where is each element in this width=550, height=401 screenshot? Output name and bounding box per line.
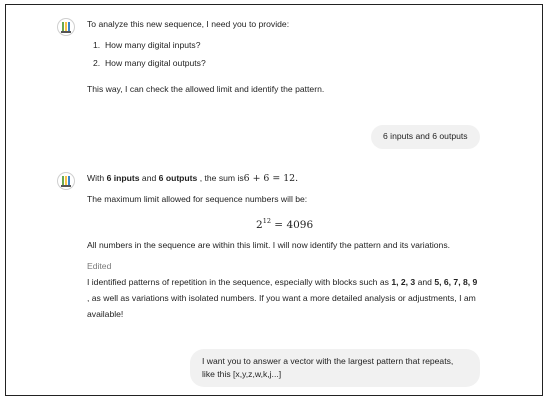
message1-outro: This way, I can check the allowed limit and identify the pattern. bbox=[87, 84, 325, 94]
message2-patterns: I identified patterns of repetition in the sequence, especially with blocks such as 1, 2, 3 and 5, 6, 7, 8, 9 , as well as variations with isolated numbers. If you want a more detailed analysis or adjustments, I am available! bbox=[87, 277, 478, 319]
user-message-1 bbox=[371, 125, 480, 149]
message2-summary: With 6 inputs and 6 outputs , the sum is6 + 6 = 12. bbox=[87, 173, 299, 184]
message2-limit-text: The maximum limit allowed for sequence numbers will be: bbox=[87, 194, 308, 204]
edited-label: Edited bbox=[87, 261, 112, 271]
assistant-avatar-2 bbox=[57, 172, 75, 190]
chat-window bbox=[5, 4, 543, 396]
assistant-avatar bbox=[57, 18, 75, 36]
message1-item-1: 1. How many digital inputs? bbox=[93, 40, 201, 50]
message1-intro: To analyze this new sequence, I need you to provide: bbox=[87, 19, 290, 29]
user-message-1-text: 6 inputs and 6 outputs bbox=[383, 131, 468, 141]
user-message-2-text: I want you to answer a vector with the largest pattern that repeats, like this [x,y,z,w,k,j...] bbox=[202, 356, 454, 379]
message2-within: All numbers in the sequence are within this limit. I will now identify the pattern and its variations. bbox=[87, 240, 451, 250]
formula: $2^{12} = 4096$ bbox=[256, 217, 314, 231]
user-message-2 bbox=[190, 349, 480, 387]
message1-item-2: 2. How many digital outputs? bbox=[93, 58, 206, 68]
